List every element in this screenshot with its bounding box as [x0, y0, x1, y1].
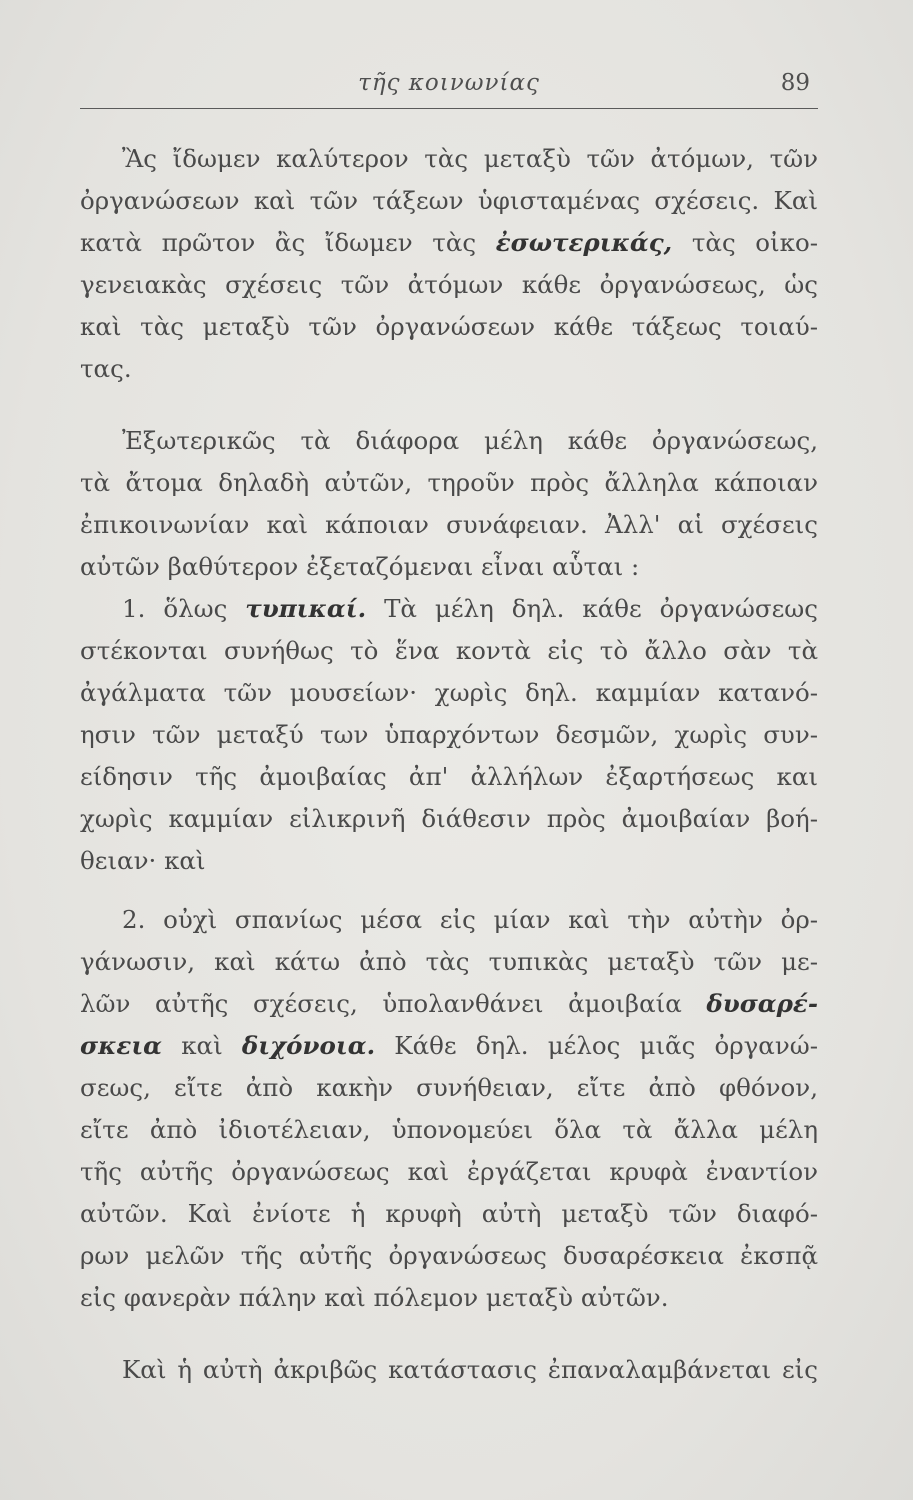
text-line [80, 983, 818, 1025]
text-line: καὶ τὰς μεταξὺ τῶν ὀργανώσεων κάθε τάξεως τοιαύ- [80, 312, 818, 341]
text-run: 1. ὅλως [122, 594, 246, 623]
text-line: τας. [80, 354, 132, 383]
header-rule [80, 108, 818, 109]
text-line: γενειακὰς σχέσεις τῶν ἀτόμων κάθε ὀργανώσεως, ὡς [80, 270, 818, 299]
text-line [80, 222, 818, 264]
text-run: Τὰ μέλη δηλ. κάθε ὀργανώσεως [366, 594, 818, 623]
text-run: λῶν αὐτῆς σχέσεις, ὑπολανθάνει ἀμοιβαία [80, 989, 707, 1018]
emphasis-typikai: τυπικαί. [245, 594, 367, 623]
text-line: εἴτε ἀπὸ ἰδιοτέλειαν, ὑπονομεύει ὅλα τὰ ἄλλα μέλη [80, 1115, 818, 1144]
paragraph-1 [80, 138, 818, 390]
paragraph-5 [80, 1349, 818, 1391]
text-line: ρων μελῶν τῆς αὐτῆς ὀργανώσεως δυσαρέσκεια ἐκσπᾷ [80, 1241, 818, 1270]
paragraph-4 [80, 899, 818, 1319]
body-text [80, 138, 818, 1391]
text-line: ἐπικοινωνίαν καὶ κάποιαν συνάφειαν. Ἀλλ' αἱ σχέσεις [80, 510, 818, 539]
text-run: τὰς οἰκο- [672, 228, 818, 257]
emphasis-dysaresk: δυσαρέ- [706, 989, 818, 1018]
running-title: τῆς κοινωνίας [358, 70, 540, 96]
text-run: κατὰ πρῶτον ἂς ἴδωμεν τὰς [80, 228, 496, 257]
text-line: στέκονται συνήθως τὸ ἕνα κοντὰ εἰς τὸ ἄλλο σὰν τὰ [80, 636, 818, 665]
text-line: αὐτῶν βαθύτερον ἐξεταζόμεναι εἶναι αὗται : [80, 552, 640, 581]
text-line [80, 588, 818, 630]
text-line: θειαν· καὶ [80, 846, 206, 875]
text-run: καὶ [162, 1031, 242, 1060]
text-line: 2. οὐχὶ σπανίως μέσα εἰς μίαν καὶ τὴν αὐτὴν ὀρ- [122, 905, 818, 934]
text-line: χωρὶς καμμίαν εἰλικρινῆ διάθεσιν πρὸς ἀμοιβαίαν βοή- [80, 804, 818, 833]
text-line: ησιν τῶν μεταξύ των ὑπαρχόντων δεσμῶν, χωρὶς συν- [80, 720, 818, 749]
text-line: είδησιν τῆς ἀμοιβαίας ἀπ' ἀλλήλων ἐξαρτήσεως και [80, 762, 818, 791]
text-line: Ἐξωτερικῶς τὰ διάφορα μέλη κάθε ὀργανώσεως, [122, 426, 818, 455]
emphasis-dichonoia: διχόνοια. [241, 1031, 376, 1060]
emphasis-skeia: σκεια [80, 1031, 163, 1060]
text-line: τὰ ἄτομα δηλαδὴ αὐτῶν, τηροῦν πρὸς ἄλληλα κάποιαν [80, 468, 818, 497]
text-line: σεως, εἴτε ἀπὸ κακὴν συνήθειαν, εἴτε ἀπὸ φθόνον, [80, 1073, 818, 1102]
paragraph-2 [80, 420, 818, 588]
text-line: Ἂς ἴδωμεν καλύτερον τὰς μεταξὺ τῶν ἀτόμων, τῶν [122, 144, 818, 173]
text-line: τῆς αὐτῆς ὀργανώσεως καὶ ἐργάζεται κρυφὰ ἐναντίον [80, 1157, 818, 1186]
text-line: γάνωσιν, καὶ κάτω ἀπὸ τὰς τυπικὰς μεταξὺ τῶν με- [80, 947, 818, 976]
text-line: ἀγάλματα τῶν μουσείων· χωρὶς δηλ. καμμίαν κατανό- [80, 678, 818, 707]
text-line: αὐτῶν. Καὶ ἐνίοτε ἡ κρυφὴ αὐτὴ μεταξὺ τῶν διαφό- [80, 1199, 818, 1228]
emphasis-esoterikas: ἐσωτερικάς, [495, 228, 673, 257]
text-line [80, 1025, 818, 1067]
text-run: Κάθε δηλ. μέλος μιᾶς ὀργανώ- [375, 1031, 818, 1060]
text-line: Καὶ ἡ αὐτὴ ἀκριβῶς κατάστασις ἐπαναλαμβάνεται εἰς [122, 1355, 818, 1384]
page-header [80, 70, 818, 110]
text-line: εἰς φανερὰν πάλην καὶ πόλεμον μεταξὺ αὐτῶν. [80, 1283, 669, 1312]
text-line: ὀργανώσεων καὶ τῶν τάξεων ὑφισταμένας σχέσεις. Καὶ [80, 186, 818, 215]
page-number: 89 [780, 70, 810, 96]
paragraph-3 [80, 588, 818, 882]
